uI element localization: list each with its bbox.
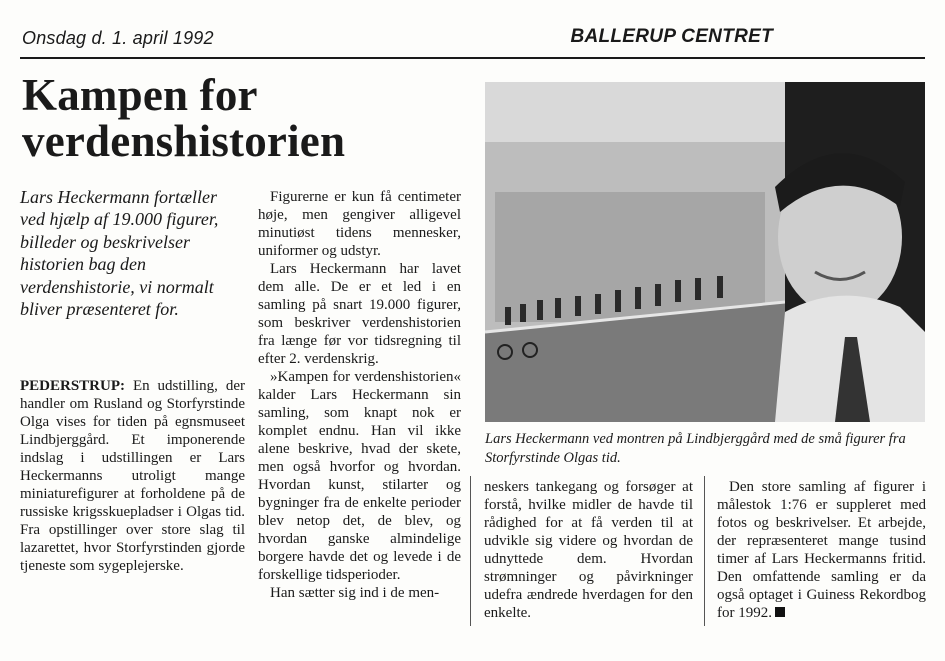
issue-date: Onsdag d. 1. april 1992 xyxy=(22,28,214,48)
lede-paragraph: Lars Heckermann fortæller ved hjælp af 19.000 figurer, billeder og beskrivelser historien bag den verdenshistorie, vi normalt bliver præsenteret for. xyxy=(20,187,219,320)
article-photo xyxy=(485,82,925,422)
headline xyxy=(22,72,462,164)
col2-paragraph-1: Figurerne er kun få centimeter høje, men gengiver alligevel minutiøst tidens mennesker, uniformer og udstyr. xyxy=(258,189,461,259)
headline-line-2: verdenshistorien xyxy=(22,116,346,166)
column-4 xyxy=(717,478,926,622)
headline-line-1: Kampen for xyxy=(22,70,258,120)
column-2 xyxy=(258,188,461,602)
col2-paragraph-4: Han sætter sig ind i de men- xyxy=(270,585,440,601)
photo-illustration xyxy=(485,82,925,422)
column-divider xyxy=(470,476,471,626)
col2-paragraph-2: Lars Heckermann har lavet dem alle. De er et led i en samling på snart 19.000 figurer, som beskriver verdenshistorien fra længe før vor tidsregning til efter 2. verdenskrig. xyxy=(258,261,461,367)
col1-body: En udstilling, der handler om Rusland og Storfyrstinde Olga vises for tiden på egnsmuseet Lindbjerggård. Et imponerende indslag i udstillingen er Lars Heckermanns utroligt mange miniaturefigurer at forholdene på de russiske krigsskuepladser i Olgas tid. Fra opstillinger over store slag til lazarettet, hvor Storfyrstinden gjorde tjeneste som sygeplejerske. xyxy=(20,378,246,574)
column-3 xyxy=(484,478,693,622)
photo-caption: Lars Heckermann ved montren på Lindbjerggård med de små figurer fra Storfyrstinde Olgas tid. xyxy=(485,431,906,466)
dateline: PEDERSTRUP: xyxy=(20,378,126,394)
col1-paragraph xyxy=(20,377,245,575)
column-1 xyxy=(20,377,245,575)
newspaper-name: BALLERUP CENTRET xyxy=(570,26,773,47)
col3-paragraph: neskers tankegang og forsøger at forstå, hvilke midler de havde til rådighed for at få verden til at udvikle sig videre og hvordan de udnyttede dem. Hvordan strømninger og påvirkninger udefra ændrede hverdagen for den enkelte. xyxy=(484,479,693,621)
masthead-rule xyxy=(20,57,925,59)
col2-paragraph-3: »Kampen for verdenshistorien« kalder Lars Heckermann sin samling, som knapt nok er komplet endnu. Han vil ikke alene beskrive, hvad der skete, men også hvorfor og hvordan. Hvordan kunst, stilarter og bygninger fra de enkelte perioder blev netop det, de blev, og hvordan ganske almindelige borgere havde det og levede i de forskellige tidsperioder. xyxy=(258,369,461,583)
column-divider xyxy=(704,476,705,626)
col4-paragraph xyxy=(717,478,926,622)
col4-body: Den store samling af figurer i målestok 1:76 er suppleret med fotos og beskrivelser. Et arbejde, der repræsenteret mange tusind timer af Lars Heckermanns fritid. Den omfattende samling er da også optaget i Guiness Rekordbog for 1992. xyxy=(717,479,926,621)
end-of-article-mark xyxy=(775,607,785,617)
